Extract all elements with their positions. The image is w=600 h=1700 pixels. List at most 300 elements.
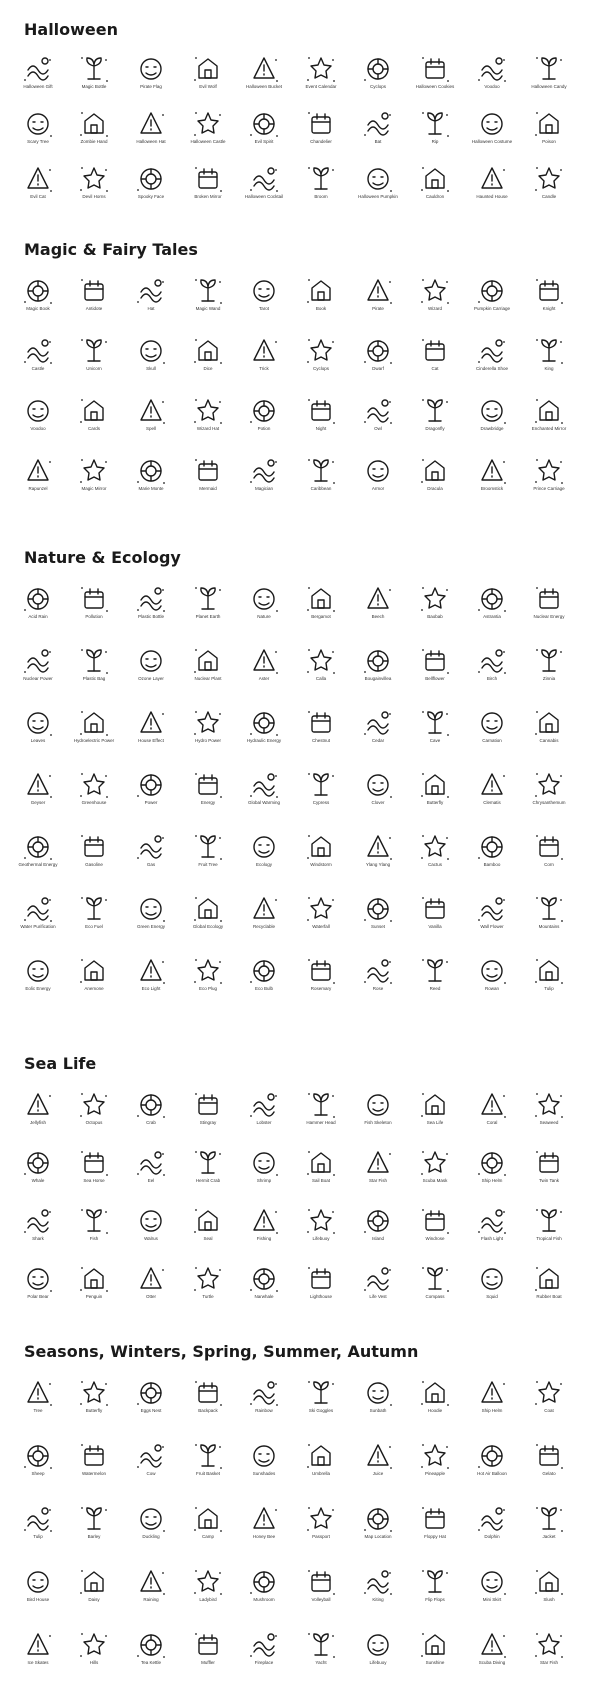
cave-tile[interactable] bbox=[406, 708, 464, 744]
haunted-house-tile[interactable] bbox=[463, 164, 521, 200]
voodoo-icon bbox=[477, 54, 507, 84]
icon-label: Cactus bbox=[427, 862, 442, 867]
rosemary-tile[interactable] bbox=[292, 956, 350, 992]
ice-skates-tile[interactable] bbox=[9, 1630, 67, 1666]
zombie-hand-tile[interactable] bbox=[65, 109, 123, 145]
life-vest-tile[interactable] bbox=[349, 1264, 407, 1300]
tree-icon bbox=[23, 1378, 53, 1408]
cauldron-icon bbox=[420, 164, 450, 194]
fruit-basket-tile[interactable] bbox=[179, 1441, 237, 1477]
dice-tile[interactable] bbox=[179, 336, 237, 372]
sail-boat-tile[interactable] bbox=[292, 1148, 350, 1184]
icon-label: Astrantia bbox=[483, 614, 501, 619]
mushroom-tile[interactable] bbox=[235, 1567, 293, 1603]
icon-label: Evil Cat bbox=[30, 194, 46, 199]
dwarf-tile[interactable] bbox=[349, 336, 407, 372]
juice-tile[interactable] bbox=[349, 1441, 407, 1477]
stingray-tile[interactable] bbox=[179, 1090, 237, 1126]
penguin-tile[interactable] bbox=[65, 1264, 123, 1300]
mini-skirt-icon bbox=[477, 1567, 507, 1597]
eco-bulb-tile[interactable] bbox=[235, 956, 293, 992]
cyclops-tile[interactable] bbox=[292, 336, 350, 372]
hydroelectric-power-tile[interactable] bbox=[65, 708, 123, 744]
evil-spirit-tile[interactable] bbox=[235, 109, 293, 145]
ylang-ylang-tile[interactable] bbox=[349, 832, 407, 868]
lifebuoy-icon bbox=[363, 1630, 393, 1660]
greenhouse-tile[interactable] bbox=[65, 770, 123, 806]
recyclable-tile[interactable] bbox=[235, 894, 293, 930]
king-icon bbox=[534, 336, 564, 366]
cactus-tile[interactable] bbox=[406, 832, 464, 868]
wizard-tile[interactable] bbox=[406, 276, 464, 312]
mermaid-tile[interactable] bbox=[179, 456, 237, 492]
hills-tile[interactable] bbox=[65, 1630, 123, 1666]
ecology-tile[interactable] bbox=[235, 832, 293, 868]
hot-air-balloon-tile[interactable] bbox=[463, 1441, 521, 1477]
slush-icon bbox=[534, 1567, 564, 1597]
icon-label: Eco Plug bbox=[198, 986, 217, 991]
icon-label: Squid bbox=[486, 1294, 498, 1299]
rubber-boat-tile[interactable] bbox=[520, 1264, 578, 1300]
icon-label: Fish Skeleton bbox=[364, 1120, 392, 1125]
tea-kettle-icon bbox=[136, 1630, 166, 1660]
dolphin-tile[interactable] bbox=[463, 1504, 521, 1540]
birch-tile[interactable] bbox=[463, 646, 521, 682]
icon-label: Aster bbox=[258, 676, 270, 681]
narwhale-tile[interactable] bbox=[235, 1264, 293, 1300]
scuba-diving-tile[interactable] bbox=[463, 1630, 521, 1666]
evil-wolf-tile[interactable] bbox=[179, 54, 237, 90]
trick-tile[interactable] bbox=[235, 336, 293, 372]
castle-tile[interactable] bbox=[9, 336, 67, 372]
dragonfly-tile[interactable] bbox=[406, 396, 464, 432]
calla-icon bbox=[306, 646, 336, 676]
cinderella-shoe-icon bbox=[477, 336, 507, 366]
event-calendar-tile[interactable] bbox=[292, 54, 350, 90]
bat-icon bbox=[363, 109, 393, 139]
sea-life-tile[interactable] bbox=[406, 1090, 464, 1126]
honey-bee-tile[interactable] bbox=[235, 1504, 293, 1540]
hat-tile[interactable] bbox=[122, 276, 180, 312]
camp-tile[interactable] bbox=[179, 1504, 237, 1540]
jellyfish-tile[interactable] bbox=[9, 1090, 67, 1126]
spooky-face-tile[interactable] bbox=[122, 164, 180, 200]
sea-horse-tile[interactable] bbox=[65, 1148, 123, 1184]
cat-tile[interactable] bbox=[406, 336, 464, 372]
owl-tile[interactable] bbox=[349, 396, 407, 432]
flash-light-tile[interactable] bbox=[463, 1206, 521, 1242]
devil-horns-tile[interactable] bbox=[65, 164, 123, 200]
mini-skirt-tile[interactable] bbox=[463, 1567, 521, 1603]
zinnia-tile[interactable] bbox=[520, 646, 578, 682]
icon-label: Acid Rain bbox=[28, 614, 48, 619]
slush-tile[interactable] bbox=[520, 1567, 578, 1603]
eco-plug-tile[interactable] bbox=[179, 956, 237, 992]
coat-tile[interactable] bbox=[520, 1378, 578, 1414]
muffler-tile[interactable] bbox=[179, 1630, 237, 1666]
geyser-tile[interactable] bbox=[9, 770, 67, 806]
reed-tile[interactable] bbox=[406, 956, 464, 992]
night-tile[interactable] bbox=[292, 396, 350, 432]
broomstick-tile[interactable] bbox=[463, 456, 521, 492]
caribbean-tile[interactable] bbox=[292, 456, 350, 492]
corn-tile[interactable] bbox=[520, 832, 578, 868]
icon-label: Rosemary bbox=[310, 986, 332, 991]
shrimp-tile[interactable] bbox=[235, 1148, 293, 1184]
cedar-tile[interactable] bbox=[349, 708, 407, 744]
pirate-flag-tile[interactable] bbox=[122, 54, 180, 90]
aster-tile[interactable] bbox=[235, 646, 293, 682]
turtle-tile[interactable] bbox=[179, 1264, 237, 1300]
magic-bottle-tile[interactable] bbox=[65, 54, 123, 90]
tulip-tile[interactable] bbox=[9, 1504, 67, 1540]
eel-tile[interactable] bbox=[122, 1148, 180, 1184]
icon-label: Knight bbox=[542, 306, 556, 311]
barley-tile[interactable] bbox=[65, 1504, 123, 1540]
kiting-tile[interactable] bbox=[349, 1567, 407, 1603]
cypress-tile[interactable] bbox=[292, 770, 350, 806]
halloween-cocktail-tile[interactable] bbox=[235, 164, 293, 200]
twin-tank-tile[interactable] bbox=[520, 1148, 578, 1184]
lifebuoy-tile[interactable] bbox=[349, 1630, 407, 1666]
flip-flops-tile[interactable] bbox=[406, 1567, 464, 1603]
ski-goggles-tile[interactable] bbox=[292, 1378, 350, 1414]
tea-kettle-tile[interactable] bbox=[122, 1630, 180, 1666]
caribbean-icon bbox=[306, 456, 336, 486]
poison-tile[interactable] bbox=[520, 109, 578, 145]
pirate-tile[interactable] bbox=[349, 276, 407, 312]
raining-tile[interactable] bbox=[122, 1567, 180, 1603]
icon-label: Owl bbox=[374, 426, 382, 431]
power-tile[interactable] bbox=[122, 770, 180, 806]
icon-label: Rose bbox=[372, 986, 384, 991]
pirate-icon bbox=[363, 276, 393, 306]
carnation-icon bbox=[477, 708, 507, 738]
bougainvillea-tile[interactable] bbox=[349, 646, 407, 682]
tulip-tile[interactable] bbox=[520, 956, 578, 992]
windstorm-tile[interactable] bbox=[292, 832, 350, 868]
icon-label: Sunset bbox=[370, 924, 385, 929]
global-warming-tile[interactable] bbox=[235, 770, 293, 806]
rip-tile[interactable] bbox=[406, 109, 464, 145]
magician-tile[interactable] bbox=[235, 456, 293, 492]
squid-tile[interactable] bbox=[463, 1264, 521, 1300]
cypress-icon bbox=[306, 770, 336, 800]
hoodie-tile[interactable] bbox=[406, 1378, 464, 1414]
icon-label: Caribbean bbox=[310, 486, 332, 491]
crab-tile[interactable] bbox=[122, 1090, 180, 1126]
chandelier-tile[interactable] bbox=[292, 109, 350, 145]
seaweed-tile[interactable] bbox=[520, 1090, 578, 1126]
sunshades-tile[interactable] bbox=[235, 1441, 293, 1477]
icon-label: Hills bbox=[89, 1660, 99, 1665]
wall-flower-icon bbox=[477, 894, 507, 924]
global-ecology-tile[interactable] bbox=[179, 894, 237, 930]
vanilla-tile[interactable] bbox=[406, 894, 464, 930]
cannabis-tile[interactable] bbox=[520, 708, 578, 744]
hydraulic-energy-tile[interactable] bbox=[235, 708, 293, 744]
compass-tile[interactable] bbox=[406, 1264, 464, 1300]
hydro-power-tile[interactable] bbox=[179, 708, 237, 744]
castle-icon bbox=[23, 336, 53, 366]
scuba-mask-tile[interactable] bbox=[406, 1148, 464, 1184]
eco-light-tile[interactable] bbox=[122, 956, 180, 992]
daisy-tile[interactable] bbox=[65, 1567, 123, 1603]
bat-tile[interactable] bbox=[349, 109, 407, 145]
prince-carriage-tile[interactable] bbox=[520, 456, 578, 492]
halloween-bucket-tile[interactable] bbox=[235, 54, 293, 90]
icon-label: Umbrella bbox=[311, 1471, 330, 1476]
wizard-hat-tile[interactable] bbox=[179, 396, 237, 432]
lighthouse-tile[interactable] bbox=[292, 1264, 350, 1300]
planet-earth-tile[interactable] bbox=[179, 584, 237, 620]
calla-tile[interactable] bbox=[292, 646, 350, 682]
mountains-tile[interactable] bbox=[520, 894, 578, 930]
geothermal-energy-tile[interactable] bbox=[9, 832, 67, 868]
sunshine-tile[interactable] bbox=[406, 1630, 464, 1666]
magic-mirror-tile[interactable] bbox=[65, 456, 123, 492]
honey-bee-icon bbox=[249, 1504, 279, 1534]
voodoo-tile[interactable] bbox=[9, 396, 67, 432]
otter-tile[interactable] bbox=[122, 1264, 180, 1300]
rapunzel-tile[interactable] bbox=[9, 456, 67, 492]
tree-tile[interactable] bbox=[9, 1378, 67, 1414]
hammer-head-tile[interactable] bbox=[292, 1090, 350, 1126]
eco-fuel-tile[interactable] bbox=[65, 894, 123, 930]
knight-tile[interactable] bbox=[520, 276, 578, 312]
lifebuoy-tile[interactable] bbox=[292, 1206, 350, 1242]
lobster-icon bbox=[249, 1090, 279, 1120]
magic-book-tile[interactable] bbox=[9, 276, 67, 312]
sail-boat-icon bbox=[306, 1148, 336, 1178]
lobster-tile[interactable] bbox=[235, 1090, 293, 1126]
green-energy-tile[interactable] bbox=[122, 894, 180, 930]
dracula-tile[interactable] bbox=[406, 456, 464, 492]
ship-helm-tile[interactable] bbox=[463, 1378, 521, 1414]
umbrella-tile[interactable] bbox=[292, 1441, 350, 1477]
unicorn-tile[interactable] bbox=[65, 336, 123, 372]
icon-label: Halloween Castle bbox=[190, 139, 226, 144]
island-tile[interactable] bbox=[349, 1206, 407, 1242]
carnation-tile[interactable] bbox=[463, 708, 521, 744]
map-location-tile[interactable] bbox=[349, 1504, 407, 1540]
jacket-tile[interactable] bbox=[520, 1504, 578, 1540]
clematis-tile[interactable] bbox=[463, 770, 521, 806]
halloween-cocktail-icon bbox=[249, 164, 279, 194]
icon-row bbox=[0, 276, 600, 336]
pollution-tile[interactable] bbox=[65, 584, 123, 620]
icon-label: Wizard bbox=[427, 306, 442, 311]
chrysanthemum-icon bbox=[534, 770, 564, 800]
knight-icon bbox=[534, 276, 564, 306]
duckling-icon bbox=[136, 1504, 166, 1534]
magic-book-icon bbox=[23, 276, 53, 306]
coral-tile[interactable] bbox=[463, 1090, 521, 1126]
bamboo-tile[interactable] bbox=[463, 832, 521, 868]
octopus-tile[interactable] bbox=[65, 1090, 123, 1126]
halloween-hat-tile[interactable] bbox=[122, 109, 180, 145]
sunset-tile[interactable] bbox=[349, 894, 407, 930]
gas-tile[interactable] bbox=[122, 832, 180, 868]
icon-label: Ozone Layer bbox=[138, 676, 164, 681]
icon-label: Hydroelectric Power bbox=[73, 738, 115, 743]
icon-label: Baobab bbox=[427, 614, 443, 619]
icon-label: Cyclops bbox=[312, 366, 329, 371]
water-purification-icon bbox=[23, 894, 53, 924]
sunbath-tile[interactable] bbox=[349, 1378, 407, 1414]
halloween-gift-tile[interactable] bbox=[9, 54, 67, 90]
ozone-layer-tile[interactable] bbox=[122, 646, 180, 682]
nature-tile[interactable] bbox=[235, 584, 293, 620]
shrimp-icon bbox=[249, 1148, 279, 1178]
passport-tile[interactable] bbox=[292, 1504, 350, 1540]
icon-label: Mini Skirt bbox=[482, 1597, 502, 1602]
book-tile[interactable] bbox=[292, 276, 350, 312]
tropical-fish-tile[interactable] bbox=[520, 1206, 578, 1242]
icon-label: Fish bbox=[89, 1236, 99, 1241]
icon-label: Dracula bbox=[427, 486, 443, 491]
pineapple-tile[interactable] bbox=[406, 1441, 464, 1477]
fish-tile[interactable] bbox=[65, 1206, 123, 1242]
wall-flower-tile[interactable] bbox=[463, 894, 521, 930]
ship-helm-tile[interactable] bbox=[463, 1148, 521, 1184]
potion-tile[interactable] bbox=[235, 396, 293, 432]
whale-tile[interactable] bbox=[9, 1148, 67, 1184]
broom-tile[interactable] bbox=[292, 164, 350, 200]
broken-mirror-tile[interactable] bbox=[179, 164, 237, 200]
tarot-tile[interactable] bbox=[235, 276, 293, 312]
yacht-tile[interactable] bbox=[292, 1630, 350, 1666]
icon-label: Halloween Candy bbox=[531, 84, 567, 89]
bird-house-tile[interactable] bbox=[9, 1567, 67, 1603]
fish-skeleton-tile[interactable] bbox=[349, 1090, 407, 1126]
ladybird-tile[interactable] bbox=[179, 1567, 237, 1603]
volleyball-tile[interactable] bbox=[292, 1567, 350, 1603]
baobab-tile[interactable] bbox=[406, 584, 464, 620]
nuclear-power-tile[interactable] bbox=[9, 646, 67, 682]
halloween-candy-tile[interactable] bbox=[520, 54, 578, 90]
island-icon bbox=[363, 1206, 393, 1236]
house-effect-tile[interactable] bbox=[122, 708, 180, 744]
clover-tile[interactable] bbox=[349, 770, 407, 806]
nuclear-plant-tile[interactable] bbox=[179, 646, 237, 682]
waterfall-tile[interactable] bbox=[292, 894, 350, 930]
haunted-house-icon bbox=[477, 164, 507, 194]
beech-tile[interactable] bbox=[349, 584, 407, 620]
fishing-tile[interactable] bbox=[235, 1206, 293, 1242]
hermit-crab-tile[interactable] bbox=[179, 1148, 237, 1184]
halloween-costume-tile[interactable] bbox=[463, 109, 521, 145]
night-icon bbox=[306, 396, 336, 426]
bellflower-tile[interactable] bbox=[406, 646, 464, 682]
chestnut-tile[interactable] bbox=[292, 708, 350, 744]
watermelon-tile[interactable] bbox=[65, 1441, 123, 1477]
water-purification-tile[interactable] bbox=[9, 894, 67, 930]
rowan-tile[interactable] bbox=[463, 956, 521, 992]
fireplace-tile[interactable] bbox=[235, 1630, 293, 1666]
candle-tile[interactable] bbox=[520, 164, 578, 200]
windrose-tile[interactable] bbox=[406, 1206, 464, 1242]
plastic-bottle-tile[interactable] bbox=[122, 584, 180, 620]
star-fish-tile[interactable] bbox=[520, 1630, 578, 1666]
astrantia-tile[interactable] bbox=[463, 584, 521, 620]
walrus-icon bbox=[136, 1206, 166, 1236]
acid-rain-tile[interactable] bbox=[9, 584, 67, 620]
plastic-bag-tile[interactable] bbox=[65, 646, 123, 682]
gelato-tile[interactable] bbox=[520, 1441, 578, 1477]
evil-cat-tile[interactable] bbox=[9, 164, 67, 200]
scary-tree-tile[interactable] bbox=[9, 109, 67, 145]
seal-tile[interactable] bbox=[179, 1206, 237, 1242]
halloween-gift-icon bbox=[23, 54, 53, 84]
backpack-tile[interactable] bbox=[179, 1378, 237, 1414]
halloween-cookies-tile[interactable] bbox=[406, 54, 464, 90]
marie-monte-tile[interactable] bbox=[122, 456, 180, 492]
cow-tile[interactable] bbox=[122, 1441, 180, 1477]
eolic-energy-tile[interactable] bbox=[9, 956, 67, 992]
fruit-tree-tile[interactable] bbox=[179, 832, 237, 868]
icon-label: Calla bbox=[315, 676, 327, 681]
magic-wand-tile[interactable] bbox=[179, 276, 237, 312]
cinderella-shoe-tile[interactable] bbox=[463, 336, 521, 372]
chrysanthemum-tile[interactable] bbox=[520, 770, 578, 806]
enchanted-mirror-tile[interactable] bbox=[520, 396, 578, 432]
butterfly-tile[interactable] bbox=[406, 770, 464, 806]
walrus-tile[interactable] bbox=[122, 1206, 180, 1242]
bergamot-tile[interactable] bbox=[292, 584, 350, 620]
polar-bear-tile[interactable] bbox=[9, 1264, 67, 1300]
floppy-hat-tile[interactable] bbox=[406, 1504, 464, 1540]
voodoo-tile[interactable] bbox=[463, 54, 521, 90]
armor-tile[interactable] bbox=[349, 456, 407, 492]
gasoline-tile[interactable] bbox=[65, 832, 123, 868]
eggs-nest-tile[interactable] bbox=[122, 1378, 180, 1414]
drawbridge-tile[interactable] bbox=[463, 396, 521, 432]
evil-wolf-icon bbox=[193, 54, 223, 84]
halloween-cookies-icon bbox=[420, 54, 450, 84]
cyclops-tile[interactable] bbox=[349, 54, 407, 90]
pumpkin-carriage-tile[interactable] bbox=[463, 276, 521, 312]
leaves-tile[interactable] bbox=[9, 708, 67, 744]
rainbow-tile[interactable] bbox=[235, 1378, 293, 1414]
icon-label: Candle bbox=[541, 194, 557, 199]
butterfly-tile[interactable] bbox=[65, 1378, 123, 1414]
cards-tile[interactable] bbox=[65, 396, 123, 432]
sheep-tile[interactable] bbox=[9, 1441, 67, 1477]
shark-tile[interactable] bbox=[9, 1206, 67, 1242]
icon-label: King bbox=[544, 366, 554, 371]
nuclear-energy-tile[interactable] bbox=[520, 584, 578, 620]
antidote-tile[interactable] bbox=[65, 276, 123, 312]
halloween-pumpkin-tile[interactable] bbox=[349, 164, 407, 200]
halloween-castle-tile[interactable] bbox=[179, 109, 237, 145]
astrantia-icon bbox=[477, 584, 507, 614]
sunbath-icon bbox=[363, 1378, 393, 1408]
skull-tile[interactable] bbox=[122, 336, 180, 372]
anemone-tile[interactable] bbox=[65, 956, 123, 992]
spell-tile[interactable] bbox=[122, 396, 180, 432]
king-tile[interactable] bbox=[520, 336, 578, 372]
duckling-tile[interactable] bbox=[122, 1504, 180, 1540]
energy-tile[interactable] bbox=[179, 770, 237, 806]
green-energy-icon bbox=[136, 894, 166, 924]
star-fish-tile[interactable] bbox=[349, 1148, 407, 1184]
icon-label: Mountains bbox=[538, 924, 560, 929]
cauldron-tile[interactable] bbox=[406, 164, 464, 200]
chestnut-icon bbox=[306, 708, 336, 738]
rose-tile[interactable] bbox=[349, 956, 407, 992]
icon-label: Raining bbox=[143, 1597, 159, 1602]
